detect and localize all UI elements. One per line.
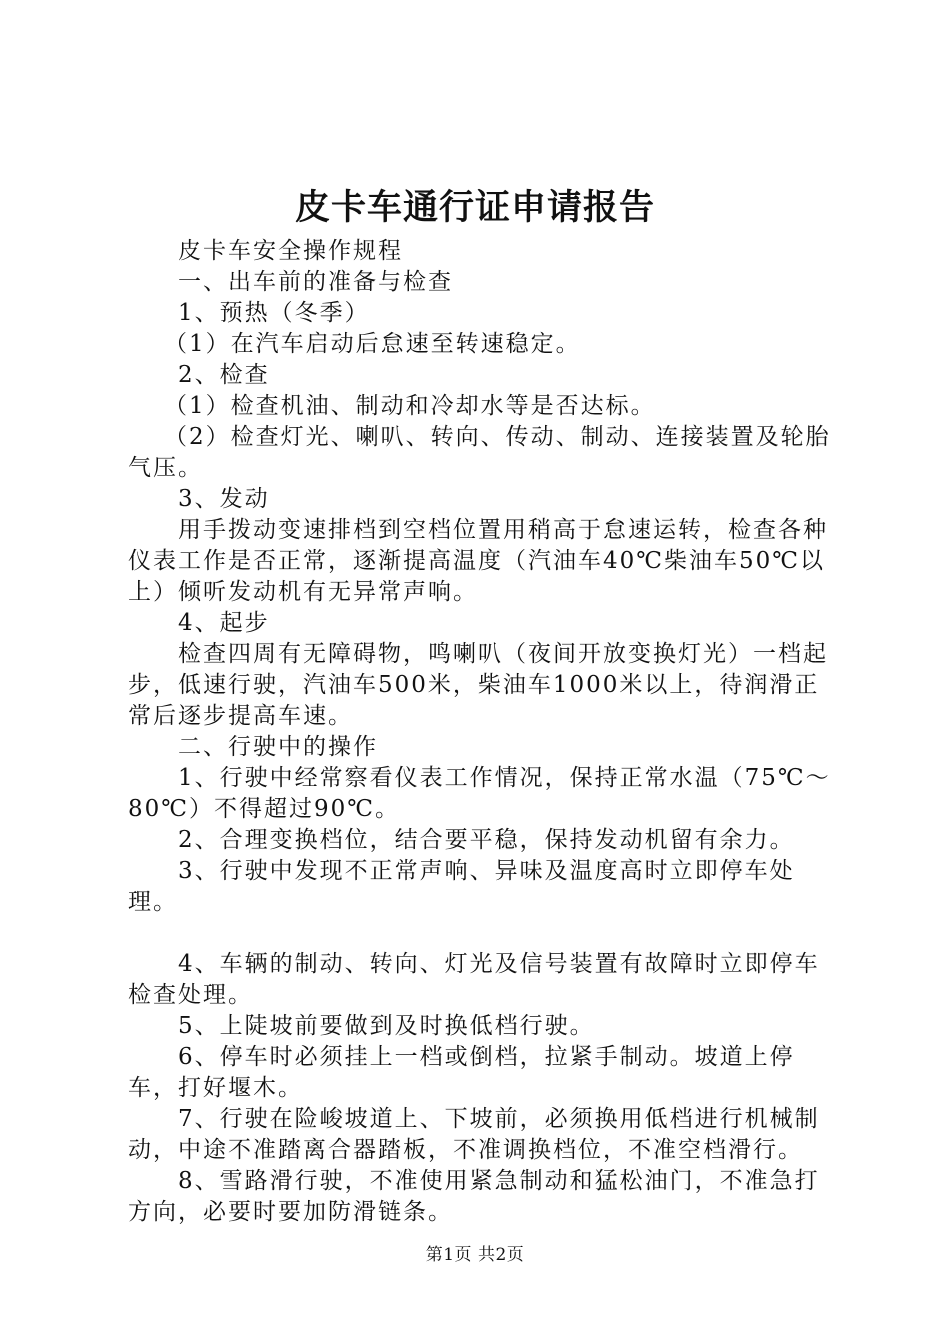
page-footer: 第1页 共2页 [425, 1245, 525, 1265]
paragraph: 3、行驶中发现不正常声响、异味及温度高时立即停车处理。 [128, 858, 795, 915]
paragraph-heading: 皮卡车安全操作规程 [178, 238, 403, 264]
document-title: 皮卡车通行证申请报告 [294, 187, 655, 228]
subsection-heading: 2、检查 [178, 362, 270, 388]
paragraph: 8、雪路滑行驶，不准使用紧急制动和猛松油门，不准急打方向，必要时要加防滑链条。 [128, 1168, 820, 1225]
subsection-heading: 3、发动 [178, 486, 270, 512]
paragraph: 用手拨动变速排档到空档位置用稍高于怠速运转，检查各种仪表工作是否正常，逐渐提高温度（汽油车40℃柴油车50℃以上）倾听发动机有无异常声响。 [128, 517, 828, 605]
paragraph: 2、合理变换档位，结合要平稳，保持发动机留有余力。 [178, 827, 795, 853]
paragraph: 4、车辆的制动、转向、灯光及信号装置有故障时立即停车检查处理。 [128, 951, 820, 1008]
paragraph: （2）检查灯光、喇叭、转向、传动、制动、连接装置及轮胎气压。 [128, 424, 831, 481]
document-body [128, 236, 838, 1228]
paragraph: （1）在汽车启动后怠速至转速稳定。 [164, 331, 581, 357]
section-heading: 一、出车前的准备与检查 [178, 269, 453, 295]
subsection-heading: 1、预热（冬季） [178, 300, 370, 326]
paragraph: 检查四周有无障碍物，鸣喇叭（夜间开放变换灯光）一档起步，低速行驶，汽油车500米，柴油车1000米以上，待润滑正常后逐步提高车速。 [128, 641, 828, 729]
blank-line [128, 918, 838, 949]
paragraph: 6、停车时必须挂上一档或倒档，拉紧手制动。坡道上停车，打好堰木。 [128, 1044, 795, 1101]
subsection-heading: 4、起步 [178, 610, 270, 636]
paragraph: 7、行驶在险峻坡道上、下坡前，必须换用低档进行机械制动，中途不准踏离合器踏板，不准调换档位，不准空档滑行。 [128, 1106, 820, 1163]
section-heading: 二、行驶中的操作 [178, 734, 378, 760]
paragraph: （1）检查机油、制动和冷却水等是否达标。 [164, 393, 656, 419]
paragraph: 5、上陡坡前要做到及时换低档行驶。 [178, 1013, 595, 1039]
paragraph: 1、行驶中经常察看仪表工作情况，保持正常水温（75℃～80℃）不得超过90℃。 [128, 765, 831, 822]
